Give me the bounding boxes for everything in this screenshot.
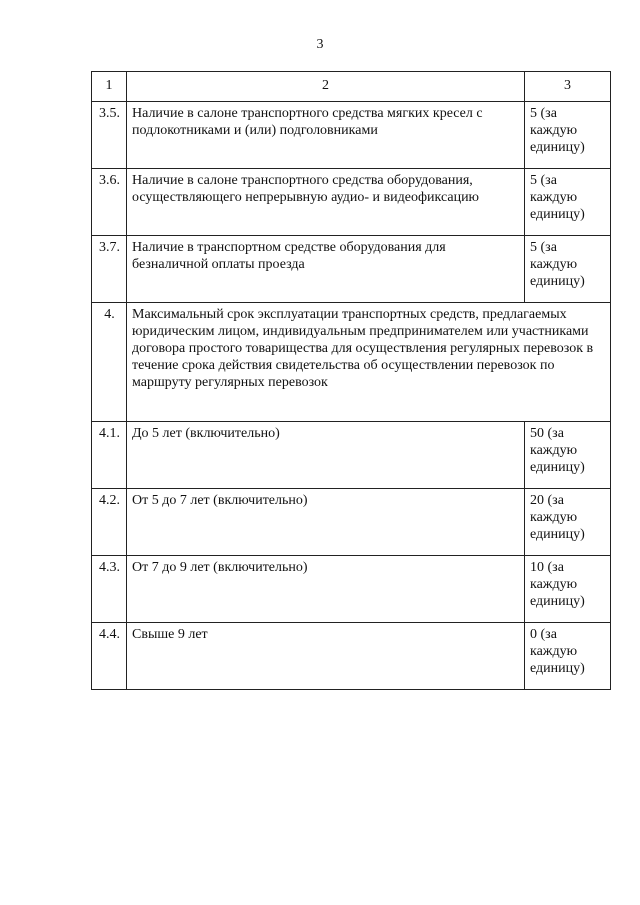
table-row-4-2 (92, 489, 611, 556)
row-score: 5 (за каждую единицу) (525, 169, 611, 236)
section-criterion: Максимальный срок эксплуатации транспортных средств, предлагаемых юридическим лицом, индивидуальным предпринимателем или участниками договора простого товарищества для осуществления регулярных перевозок в течение срока действия свидетельства об осуществлении перевозок по маршруту регулярных перевозок (127, 303, 611, 422)
table-row-3-7 (92, 236, 611, 303)
row-number: 4.2. (92, 489, 127, 556)
row-number: 4. (92, 303, 127, 422)
row-number: 3.5. (92, 102, 127, 169)
table-row-4-3 (92, 556, 611, 623)
row-number: 3.7. (92, 236, 127, 303)
row-number: 3.6. (92, 169, 127, 236)
header-col-3: 3 (525, 72, 611, 102)
row-score: 5 (за каждую единицу) (525, 236, 611, 303)
row-criterion: Наличие в салоне транспортного средства оборудования, осуществляющего непрерывную аудио- и видеофиксацию (127, 169, 525, 236)
table-row-4 (92, 303, 611, 422)
row-criterion: Свыше 9 лет (127, 623, 525, 690)
row-score: 10 (за каждую единицу) (525, 556, 611, 623)
page-number: 3 (316, 37, 324, 52)
row-criterion: Наличие в транспортном средстве оборудования для безналичной оплаты проезда (127, 236, 525, 303)
row-criterion: От 5 до 7 лет (включительно) (127, 489, 525, 556)
row-number: 4.1. (92, 422, 127, 489)
criteria-table (91, 71, 611, 690)
table-row-3-6 (92, 169, 611, 236)
row-score: 50 (за каждую единицу) (525, 422, 611, 489)
row-number: 4.3. (92, 556, 127, 623)
row-score: 5 (за каждую единицу) (525, 102, 611, 169)
row-criterion: От 7 до 9 лет (включительно) (127, 556, 525, 623)
header-col-1: 1 (92, 72, 127, 102)
row-number: 4.4. (92, 623, 127, 690)
row-criterion: До 5 лет (включительно) (127, 422, 525, 489)
table-row-4-4 (92, 623, 611, 690)
table-row-4-1 (92, 422, 611, 489)
header-col-2: 2 (127, 72, 525, 102)
row-score: 20 (за каждую единицу) (525, 489, 611, 556)
row-score: 0 (за каждую единицу) (525, 623, 611, 690)
table-header-row (92, 72, 611, 102)
row-criterion: Наличие в салоне транспортного средства мягких кресел с подлокотниками и (или) подголовниками (127, 102, 525, 169)
table-row-3-5 (92, 102, 611, 169)
